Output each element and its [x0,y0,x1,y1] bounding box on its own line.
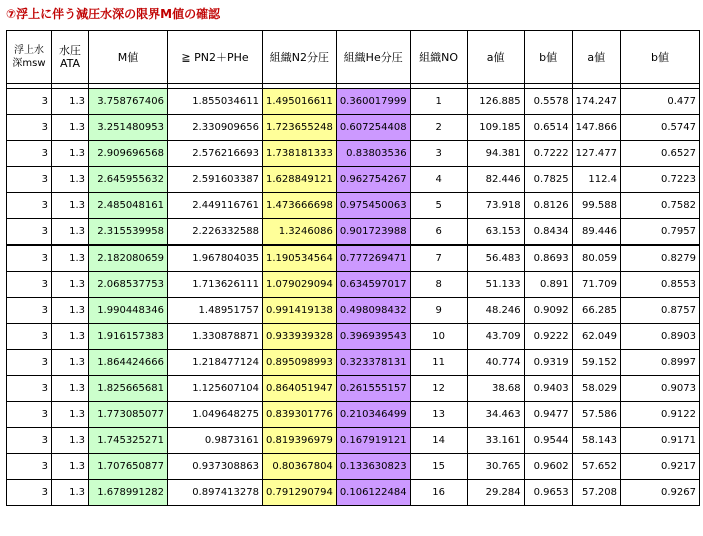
cell-ata: 1.3 [52,141,89,167]
cell-ata: 1.3 [52,324,89,350]
cell-tissue-n2: 1.723655248 [263,115,337,141]
cell-tissue-n2: 0.933939328 [263,324,337,350]
table-row [7,115,700,141]
cell-b-value-he: 0.7223 [620,167,699,193]
cell-tissue-he: 0.133630823 [336,454,410,480]
table-row [7,193,700,219]
cell-b-value-n2: 0.9222 [524,324,572,350]
cell-tissue-n2: 0.864051947 [263,376,337,402]
cell-tissue-no: 14 [410,428,467,454]
cell-m-value: 1.864424666 [89,350,168,376]
cell-depth: 3 [7,219,52,246]
cell-m-value: 1.745325271 [89,428,168,454]
cell-tissue-he: 0.975450063 [336,193,410,219]
cell-a-value-n2: 109.185 [467,115,524,141]
cell-pn2-phe: 1.855034611 [168,89,263,115]
table-row [7,167,700,193]
cell-tissue-no: 8 [410,272,467,298]
cell-depth: 3 [7,454,52,480]
cell-tissue-he: 0.777269471 [336,245,410,272]
cell-a-value-n2: 30.765 [467,454,524,480]
cell-ata: 1.3 [52,480,89,506]
cell-tissue-no: 16 [410,480,467,506]
cell-pn2-phe: 1.049648275 [168,402,263,428]
cell-depth: 3 [7,324,52,350]
cell-a-value-he: 62.049 [572,324,620,350]
cell-m-value: 1.773085077 [89,402,168,428]
cell-ata: 1.3 [52,272,89,298]
cell-m-value: 1.825665681 [89,376,168,402]
cell-tissue-he: 0.83803536 [336,141,410,167]
cell-b-value-he: 0.9073 [620,376,699,402]
header-a-value-n2: a値 [467,31,524,84]
cell-a-value-he: 57.586 [572,402,620,428]
cell-a-value-n2: 33.161 [467,428,524,454]
cell-a-value-he: 58.143 [572,428,620,454]
cell-tissue-no: 6 [410,219,467,246]
cell-tissue-he: 0.901723988 [336,219,410,246]
header-row [7,31,700,84]
table-body [7,84,700,506]
cell-a-value-he: 147.866 [572,115,620,141]
cell-m-value: 3.251480953 [89,115,168,141]
cell-ata: 1.3 [52,454,89,480]
cell-ata: 1.3 [52,298,89,324]
cell-tissue-no: 13 [410,402,467,428]
cell-depth: 3 [7,350,52,376]
cell-depth: 3 [7,167,52,193]
cell-a-value-n2: 43.709 [467,324,524,350]
cell-b-value-n2: 0.5578 [524,89,572,115]
cell-tissue-no: 5 [410,193,467,219]
cell-b-value-n2: 0.9653 [524,480,572,506]
header-ata-line1: 水圧 [59,44,81,57]
cell-tissue-no: 12 [410,376,467,402]
table-row [7,245,700,272]
cell-b-value-n2: 0.9403 [524,376,572,402]
cell-tissue-no: 11 [410,350,467,376]
cell-ata: 1.3 [52,402,89,428]
cell-a-value-he: 71.709 [572,272,620,298]
cell-pn2-phe: 1.967804035 [168,245,263,272]
cell-b-value-n2: 0.8126 [524,193,572,219]
cell-pn2-phe: 2.576216693 [168,141,263,167]
cell-tissue-he: 0.962754267 [336,167,410,193]
cell-ata: 1.3 [52,219,89,246]
cell-b-value-n2: 0.8434 [524,219,572,246]
cell-b-value-n2: 0.6514 [524,115,572,141]
cell-tissue-no: 4 [410,167,467,193]
cell-a-value-n2: 126.885 [467,89,524,115]
cell-tissue-he: 0.607254408 [336,115,410,141]
cell-depth: 3 [7,428,52,454]
cell-pn2-phe: 0.937308863 [168,454,263,480]
cell-tissue-n2: 1.628849121 [263,167,337,193]
cell-tissue-n2: 0.895098993 [263,350,337,376]
cell-b-value-n2: 0.9319 [524,350,572,376]
cell-m-value: 2.485048161 [89,193,168,219]
cell-b-value-he: 0.9217 [620,454,699,480]
cell-depth: 3 [7,141,52,167]
cell-b-value-n2: 0.891 [524,272,572,298]
cell-b-value-he: 0.8997 [620,350,699,376]
cell-a-value-n2: 82.446 [467,167,524,193]
cell-tissue-n2: 0.819396979 [263,428,337,454]
cell-tissue-he: 0.106122484 [336,480,410,506]
cell-pn2-phe: 2.449116761 [168,193,263,219]
table-row [7,298,700,324]
cell-b-value-he: 0.9122 [620,402,699,428]
cell-ata: 1.3 [52,89,89,115]
cell-tissue-n2: 0.791290794 [263,480,337,506]
sheet-title: ⑦浮上に伴う減圧水深の限界M値の確認 [6,7,221,21]
m-value-table [6,30,700,506]
cell-m-value: 1.707650877 [89,454,168,480]
cell-tissue-n2: 0.80367804 [263,454,337,480]
cell-b-value-he: 0.8279 [620,245,699,272]
cell-b-value-he: 0.8757 [620,298,699,324]
cell-b-value-n2: 0.9544 [524,428,572,454]
cell-a-value-he: 57.208 [572,480,620,506]
header-b-value-n2: b値 [524,31,572,84]
cell-b-value-n2: 0.9477 [524,402,572,428]
cell-pn2-phe: 1.330878871 [168,324,263,350]
cell-b-value-he: 0.9171 [620,428,699,454]
table-row [7,141,700,167]
cell-m-value: 2.315539958 [89,219,168,246]
cell-tissue-no: 7 [410,245,467,272]
cell-a-value-he: 66.285 [572,298,620,324]
cell-b-value-n2: 0.9602 [524,454,572,480]
cell-tissue-n2: 1.079029094 [263,272,337,298]
cell-tissue-n2: 1.3246086 [263,219,337,246]
cell-depth: 3 [7,193,52,219]
cell-a-value-he: 112.4 [572,167,620,193]
cell-pn2-phe: 1.713626111 [168,272,263,298]
cell-b-value-n2: 0.7825 [524,167,572,193]
cell-tissue-n2: 1.473666698 [263,193,337,219]
header-depth-line1: 浮上水 [14,45,44,56]
cell-pn2-phe: 1.218477124 [168,350,263,376]
cell-depth: 3 [7,89,52,115]
cell-m-value: 2.068537753 [89,272,168,298]
table-row [7,219,700,246]
cell-a-value-n2: 29.284 [467,480,524,506]
cell-a-value-n2: 94.381 [467,141,524,167]
cell-depth: 3 [7,115,52,141]
header-m-value: M値 [89,31,168,84]
cell-tissue-no: 3 [410,141,467,167]
table-row [7,350,700,376]
cell-a-value-n2: 56.483 [467,245,524,272]
cell-pn2-phe: 1.48951757 [168,298,263,324]
table-row [7,376,700,402]
table-row [7,402,700,428]
cell-a-value-he: 59.152 [572,350,620,376]
cell-depth: 3 [7,298,52,324]
cell-m-value: 2.182080659 [89,245,168,272]
cell-b-value-he: 0.7582 [620,193,699,219]
cell-b-value-he: 0.8903 [620,324,699,350]
header-b-value-he: b値 [620,31,699,84]
cell-depth: 3 [7,245,52,272]
table-row [7,324,700,350]
header-depth-line2: 深msw [12,58,46,69]
header-a-value-he: a値 [572,31,620,84]
cell-tissue-no: 10 [410,324,467,350]
table-row [7,272,700,298]
cell-depth: 3 [7,376,52,402]
cell-pn2-phe: 0.897413278 [168,480,263,506]
cell-tissue-n2: 1.495016611 [263,89,337,115]
header-tissue-n2: 組織N2分圧 [263,31,337,84]
cell-tissue-he: 0.498098432 [336,298,410,324]
table-row [7,428,700,454]
cell-depth: 3 [7,480,52,506]
cell-a-value-he: 57.652 [572,454,620,480]
cell-m-value: 2.909696568 [89,141,168,167]
cell-tissue-he: 0.167919121 [336,428,410,454]
table-row [7,454,700,480]
cell-a-value-n2: 38.68 [467,376,524,402]
cell-ata: 1.3 [52,376,89,402]
cell-a-value-n2: 63.153 [467,219,524,246]
cell-a-value-n2: 40.774 [467,350,524,376]
cell-ata: 1.3 [52,428,89,454]
cell-b-value-n2: 0.8693 [524,245,572,272]
cell-b-value-he: 0.477 [620,89,699,115]
cell-tissue-he: 0.261555157 [336,376,410,402]
cell-b-value-he: 0.7957 [620,219,699,246]
cell-a-value-n2: 34.463 [467,402,524,428]
header-ata-line2: ATA [59,57,81,70]
cell-ata: 1.3 [52,245,89,272]
cell-depth: 3 [7,402,52,428]
cell-ata: 1.3 [52,193,89,219]
cell-ata: 1.3 [52,350,89,376]
cell-depth: 3 [7,272,52,298]
cell-pn2-phe: 0.9873161 [168,428,263,454]
cell-ata: 1.3 [52,167,89,193]
cell-m-value: 1.916157383 [89,324,168,350]
cell-b-value-he: 0.9267 [620,480,699,506]
table-row [7,89,700,115]
cell-a-value-he: 174.247 [572,89,620,115]
cell-tissue-n2: 0.839301776 [263,402,337,428]
header-pn2-phe: ≧ PN2＋PHe [168,31,263,84]
cell-tissue-n2: 1.738181333 [263,141,337,167]
cell-b-value-n2: 0.9092 [524,298,572,324]
cell-a-value-n2: 48.246 [467,298,524,324]
cell-b-value-he: 0.5747 [620,115,699,141]
cell-pn2-phe: 1.125607104 [168,376,263,402]
cell-tissue-he: 0.360017999 [336,89,410,115]
cell-a-value-n2: 73.918 [467,193,524,219]
cell-a-value-n2: 51.133 [467,272,524,298]
cell-a-value-he: 80.059 [572,245,620,272]
cell-tissue-no: 15 [410,454,467,480]
cell-tissue-n2: 0.991419138 [263,298,337,324]
cell-a-value-he: 99.588 [572,193,620,219]
cell-m-value: 3.758767406 [89,89,168,115]
cell-tissue-he: 0.210346499 [336,402,410,428]
cell-pn2-phe: 2.330909656 [168,115,263,141]
cell-b-value-he: 0.6527 [620,141,699,167]
cell-tissue-he: 0.396939543 [336,324,410,350]
cell-b-value-he: 0.8553 [620,272,699,298]
cell-a-value-he: 89.446 [572,219,620,246]
cell-tissue-he: 0.634597017 [336,272,410,298]
cell-m-value: 1.678991282 [89,480,168,506]
cell-b-value-n2: 0.7222 [524,141,572,167]
cell-pn2-phe: 2.591603387 [168,167,263,193]
cell-ata: 1.3 [52,115,89,141]
cell-tissue-he: 0.323378131 [336,350,410,376]
cell-a-value-he: 58.029 [572,376,620,402]
header-tissue-no: 組織NO [410,31,467,84]
cell-tissue-no: 2 [410,115,467,141]
cell-m-value: 2.645955632 [89,167,168,193]
cell-tissue-no: 1 [410,89,467,115]
cell-tissue-n2: 1.190534564 [263,245,337,272]
header-ata [52,31,89,84]
cell-a-value-he: 127.477 [572,141,620,167]
table-row [7,480,700,506]
header-depth [7,31,52,84]
header-tissue-he: 組織He分圧 [336,31,410,84]
cell-m-value: 1.990448346 [89,298,168,324]
cell-tissue-no: 9 [410,298,467,324]
cell-pn2-phe: 2.226332588 [168,219,263,246]
